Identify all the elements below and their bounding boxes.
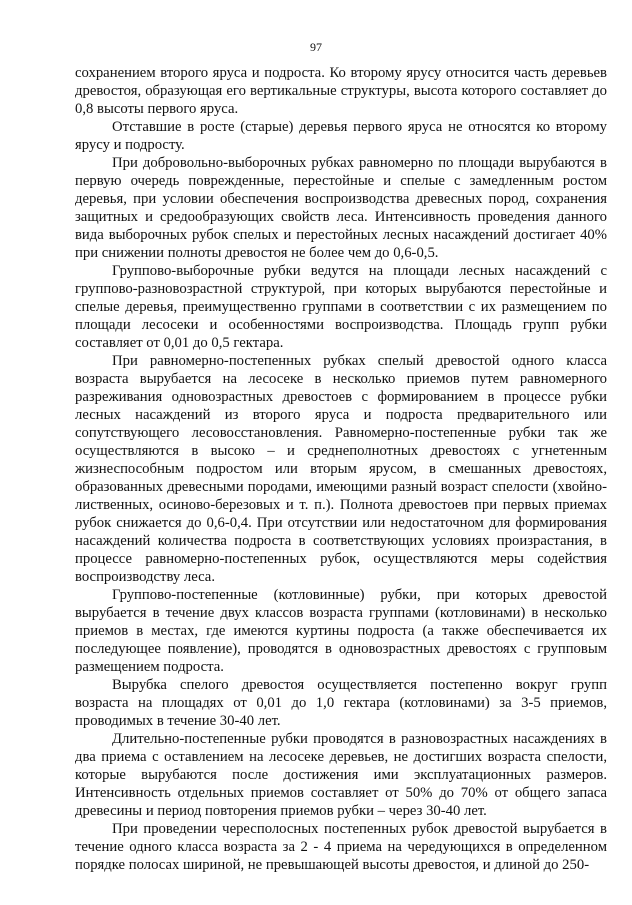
paragraph-uniform-gradual-cutting: При равномерно-постепенных рубках спелый древостой одного класса возраста вырубается на лесосеке в несколько приемов путем равномерного разреживания одновозрастных древостоев с формированием в процессе рубки лесных насаждений из второго яруса и подроста предварительного или сопутствующего лесовосстановления. Равномерно-постепенные рубки так же осуществляются в высоко – и среднеполнотных древостоях с угнетенным жизнеспособным подростом или вторым ярусом, в смешанных древостоях, образованных древесными породами, имеющими разный возраст спелости (хвойно-лиственных, осиново-березовых и т. п.). Полнота древостоев при первых приемах рубок снижается до 0,6-0,4. При отсутствии или недостаточном для формирования насаждений количества подроста в соответствующих условиях произрастания, в процессе равномерно-постепенных рубок, осуществляются меры содействия воспроизводству леса. [75,353,607,585]
page-number: 97 [310,40,322,54]
paragraph-continued: сохранением второго яруса и подроста. Ко второму ярусу относится часть деревьев древостоя, образующая его вертикальные структуры, высота которого составляет до 0,8 высоты первого яруса. [75,65,607,117]
paragraph-group-gradual-cutting: Группово-постепенные (котловинные) рубки, при которых древостой вырубается в течение двух классов возраста группами (котловинами) в несколько приемов в местах, где имеются куртины подроста (а также обеспечивается их последующее появление), проводятся в одновозрастных древостоях с групповым размещением подроста. [75,587,607,675]
paragraph-strip-gradual-cutting: При проведении чересполосных постепенных рубок древостой вырубается в течение одного класса возраста за 2 - 4 приема на чередующихся в определенном порядке полосах шириной, не превышающей высоты древостоя, и длиной до 250- [75,821,607,873]
body-text [75,64,607,874]
paragraph-lagging-trees: Отставшие в росте (старые) деревья первого яруса не относятся ко второму ярусу и подросту. [75,119,607,153]
paragraph-group-selective-cutting: Группово-выборочные рубки ведутся на площади лесных насаждений с группово-разновозрастной структурой, при которых вырубаются перестойные и спелые деревья, преимущественно группами в соответствии с их размещением по площади лесосеки и особенностями воспроизводства. Площадь групп рубки составляет от 0,01 до 0,5 гектара. [75,263,607,351]
paragraph-mature-stand-felling: Вырубка спелого древостоя осуществляется постепенно вокруг групп возраста на площадях от 0,01 до 1,0 гектара (котловинами) за 3-5 приемов, проводимых в течение 30-40 лет. [75,677,607,729]
paragraph-long-term-gradual-cutting: Длительно-постепенные рубки проводятся в разновозрастных насаждениях в два приема с оставлением на лесосеке деревьев, не достигших возраста спелости, которые вырубаются после достижения ими эксплуатационных размеров. Интенсивность отдельных приемов составляет от 50% до 70% от общего запаса древесины и период повторения приемов рубки – через 30-40 лет. [75,731,607,819]
paragraph-voluntary-selective-cutting: При добровольно-выборочных рубках равномерно по площади вырубаются в первую очередь поврежденные, перестойные и спелые с замедленным ростом деревья, при условии обеспечения воспроизводства древесных пород, сохранения защитных и средообразующих свойств леса. Интенсивность проведения данного вида выборочных рубок спелых и перестойных лесных насаждений достигает 40% при снижении полноты древостоя не более чем до 0,6-0,5. [75,155,607,261]
